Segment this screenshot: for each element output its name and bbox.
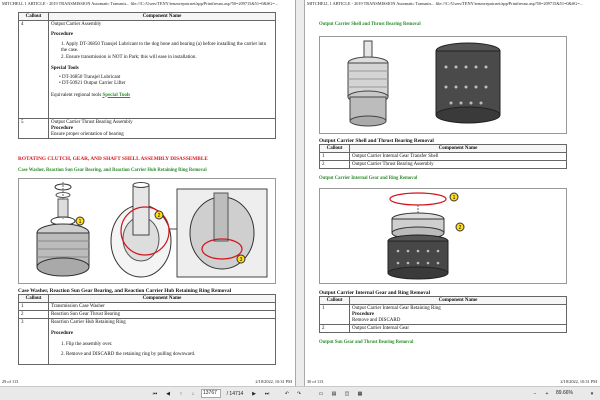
table-row: 2 Output Carrier Internal Gear [320,325,567,333]
zoom-in-icon[interactable]: + [545,391,549,397]
diagram-image [319,188,567,284]
single-page-view-icon[interactable]: ▭ [318,391,324,397]
special-tools-link[interactable]: Special Tools [102,92,131,98]
table-row: 1 Transmission Case Washer [19,303,276,311]
table-row: 1 Output Carrier Internal Gear Retaining Ring Procedure Remove and DISCARD [320,305,567,325]
col-header-callout: Callout [19,295,49,303]
page-number-input[interactable]: 13767 [201,389,221,398]
exploded-view-illustration [19,179,275,283]
callout-table [319,290,567,333]
page-up-button[interactable]: ↑ [179,391,183,397]
subsection-title: Case Washer, Reaction Sun Gear Bearing, and Reaction Carrier Hub Retaining Ring Removal [18,168,207,173]
total-pages-label: / 14714 [226,391,244,397]
callout-table [18,12,276,139]
col-header-component: Component Name [49,13,276,21]
table-title: Output Carrier Shell and Thrust Bearing Removal [319,138,434,144]
internal-gear-illustration [320,189,566,283]
next-page-button[interactable]: ▶ [252,391,256,397]
page-header: MITCHELL 1 ARTICLE - 2019 TRANSMISSION Automatic Transmis... file:///C:/Users/TENY/tenzorepair.net/app/Printfresno.asp?50=209715&51=0&SG=... [307,1,584,6]
diagram-image [319,36,567,134]
table-row: 2 Reaction Sun Gear Thrust Bearing [19,311,276,319]
svg-text:2: 2 [458,225,462,231]
page-header: MITCHELL 1 ARTICLE - 2019 TRANSMISSION Automatic Transmis... file:///C:/Users/TENY/tenzorepair.net/app/Printfresno.asp?50=209715&51=0&SG=... [2,1,279,6]
previous-page-button[interactable]: ◀ [166,391,170,397]
page-footer-right: 2/18/2022, 10:31 PM [560,379,597,384]
col-header-component: Component Name [350,145,567,153]
page-down-button[interactable]: ↓ [191,391,195,397]
continuous-two-page-icon[interactable]: ▦ [357,391,363,397]
svg-text:3: 3 [239,257,243,263]
zoom-out-icon[interactable]: − [533,391,537,397]
page-footer-left: 29 of 113 [2,379,19,384]
col-header-component: Component Name [350,297,567,305]
pdf-page-left [0,0,296,386]
callout-table [18,288,276,365]
col-header-component: Component Name [49,295,276,303]
table-title: Output Carrier Internal Gear and Ring Removal [319,290,431,296]
page-footer-left: 30 of 113 [307,379,324,384]
table-row: 3 Reaction Carrier Hub Retaining Ring Procedure 1. Flip the assembly over. 2. Remove and DISCARD the retaining ring by pulling downward. [19,319,276,365]
callout-table [319,138,567,169]
two-page-view-icon[interactable]: ◫ [344,391,350,397]
zoom-dropdown-icon[interactable]: ▾ [590,391,594,397]
svg-text:1: 1 [78,219,82,225]
first-page-button[interactable]: ⏮ [152,391,158,397]
table-row: 5 Output Carrier Thrust Bearing Assembly Procedure Ensure proper orientation of bearing [19,119,276,139]
carrier-shell-illustration [320,37,566,133]
col-header-callout: Callout [19,13,49,21]
section-title: Output Carrier Shell and Thrust Bearing Removal [319,22,421,27]
pdf-page-right [304,0,600,386]
callout-marker [456,223,464,231]
zoom-level[interactable]: 89.66% [556,390,573,396]
page-footer-right: 2/18/2022, 10:31 PM [255,379,292,384]
table-row: 1 Output Carrier Internal Gear Transfer Shell [320,153,567,161]
table-row: 2 Output Carrier Thrust Bearing Assembly [320,161,567,169]
section-title: Output Sun Gear and Thrust Bearing Removal [319,340,414,345]
viewer-toolbar [0,386,600,400]
col-header-callout: Callout [320,145,350,153]
forward-arrow-icon[interactable]: ↷ [296,391,302,397]
callout-marker [76,217,84,225]
col-header-callout: Callout [320,297,350,305]
section-title: Output Carrier Internal Gear and Ring Removal [319,176,418,181]
back-arrow-icon[interactable]: ↶ [284,391,290,397]
callout-marker [155,211,163,219]
table-title: Case Washer, Reaction Sun Gear Bearing, and Reaction Carrier Hub Retaining Ring Removal [18,288,232,294]
table-row: 4 Output Carrier Assembly Procedure 1. Apply DT-36850 Transjel Lubricant to the dog bone and bearing (a) before installing the carrier into the case. 2. Ensure transmission is NOT in Park; this will ease in installation. Special Tools • DT-36850 Transjel Lubricant • DT-50921 Output Carrier Lifter Equivalent regional tools Special Tools [19,21,276,119]
svg-text:2: 2 [157,213,161,219]
callout-marker [450,193,458,201]
svg-text:1: 1 [452,195,456,201]
callout-marker [237,255,245,263]
section-title: ROTATING CLUTCH, GEAR, AND SHAFT SHELL ASSEMBLY DISASSEMBLE [18,156,208,162]
diagram-image [18,178,276,284]
continuous-view-icon[interactable]: ▤ [331,391,337,397]
last-page-button[interactable]: ⏭ [264,391,270,397]
page-gutter [296,0,304,386]
